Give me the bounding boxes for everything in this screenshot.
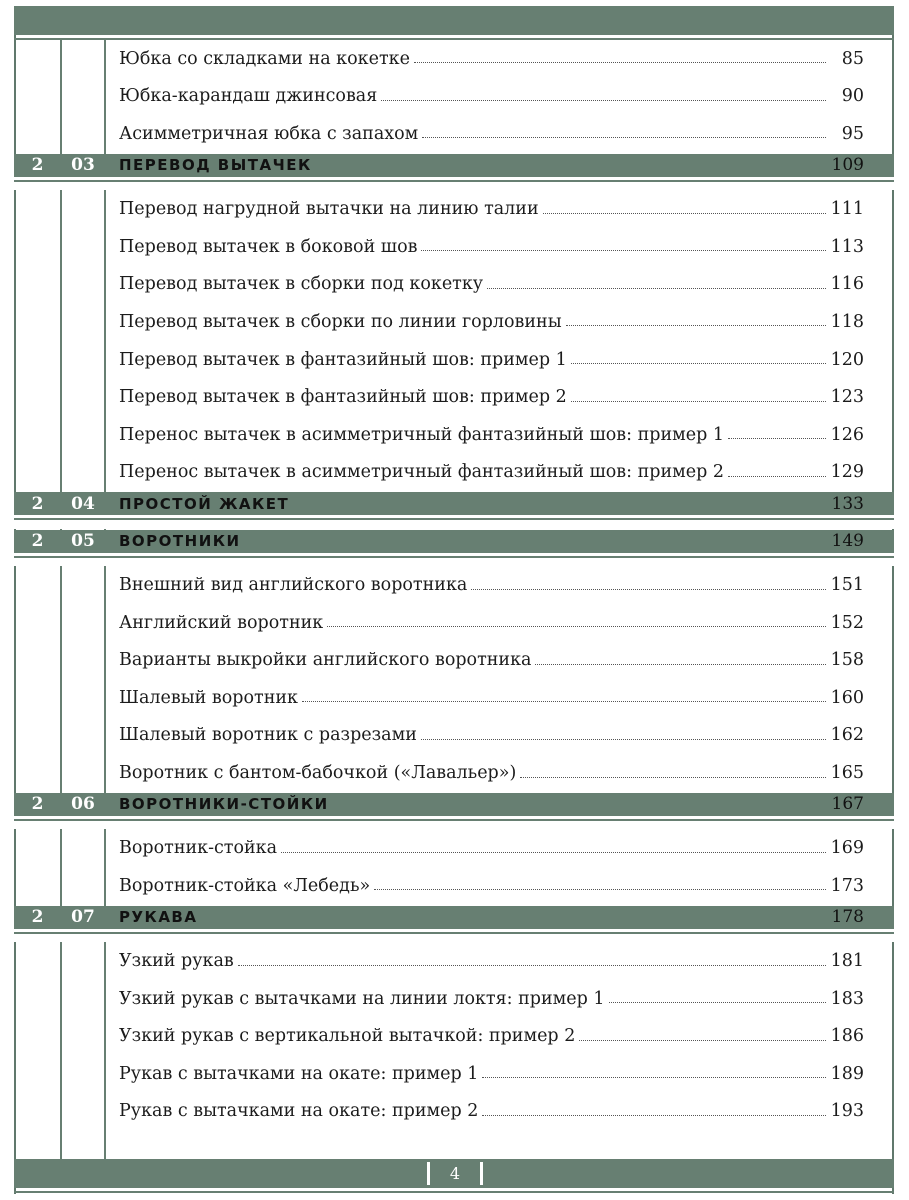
section-rule [14, 819, 894, 821]
section-part: 2 [31, 531, 44, 552]
section-number: 04 [71, 493, 95, 514]
dot-leader [520, 777, 826, 778]
toc-entry-title: Шалевый воротник [119, 688, 302, 708]
toc-entry-title: Варианты выкройки английского воротника [119, 650, 535, 670]
toc-entry [14, 190, 894, 228]
toc-entry [14, 642, 894, 680]
page-number: 4 [449, 1164, 461, 1183]
toc-entry-title-wrap [119, 754, 826, 792]
section-rule [14, 932, 894, 934]
toc-entry-page: 90 [841, 86, 864, 107]
section-title: РУКАВА [119, 908, 198, 927]
section-rule [14, 556, 894, 558]
toc-entry [14, 980, 894, 1018]
toc-entry-page: 183 [830, 988, 864, 1009]
toc-entry-title-wrap [119, 40, 826, 78]
section-number: 06 [71, 794, 95, 815]
toc-entry-page: 123 [830, 387, 864, 408]
toc-entry-title: Воротник-стойка [119, 838, 281, 858]
toc-entry-page: 165 [830, 763, 864, 784]
section-gap [14, 553, 894, 567]
toc-section [14, 491, 894, 529]
toc-entry-title-wrap [119, 1093, 826, 1131]
dot-leader [609, 1002, 826, 1003]
toc-entry [14, 228, 894, 266]
toc-entry-page: 116 [830, 274, 864, 295]
toc-entry-page: 186 [830, 1026, 864, 1047]
toc-entry-page: 151 [830, 575, 864, 596]
toc-entry-title-wrap [119, 78, 826, 116]
toc-entry-title-wrap [119, 829, 826, 867]
toc-entry-page: 189 [830, 1063, 864, 1084]
dot-leader [571, 363, 826, 364]
toc-entry-title-wrap [119, 642, 826, 680]
dot-leader [421, 250, 826, 251]
section-part: 2 [31, 794, 44, 815]
toc-entry-title-wrap [119, 378, 826, 416]
page-number-bracket-left [427, 1162, 430, 1185]
footer-rule [14, 1191, 894, 1193]
toc-entry [14, 679, 894, 717]
toc-entry-page: 95 [841, 123, 864, 144]
toc-entry [14, 829, 894, 867]
header-band [14, 6, 894, 35]
toc-entry-title: Перевод вытачек в фантазийный шов: пример 2 [119, 387, 571, 407]
section-page: 178 [831, 907, 864, 928]
toc-entry-title-wrap [119, 190, 826, 228]
toc-section [14, 905, 894, 943]
toc-entry [14, 416, 894, 454]
section-gap [14, 929, 894, 943]
toc-entry-page: 129 [830, 462, 864, 483]
section-title: ПЕРЕВОД ВЫТАЧЕК [119, 156, 312, 175]
toc-entry-page: 162 [830, 725, 864, 746]
toc-entry-title: Рукав с вытачками на окате: пример 2 [119, 1101, 482, 1121]
toc-entry-title: Английский воротник [119, 613, 327, 633]
dot-leader [566, 325, 826, 326]
toc-entry-title-wrap [119, 679, 826, 717]
toc-entry-title: Рукав с вытачками на окате: пример 1 [119, 1064, 482, 1084]
toc-entry [14, 1017, 894, 1055]
toc-section [14, 153, 894, 191]
page-number-box [425, 1159, 485, 1188]
dot-leader [421, 739, 826, 740]
section-title: ВОРОТНИКИ-СТОЙКИ [119, 795, 329, 814]
toc-entry-title-wrap [119, 942, 826, 980]
toc-entry-page: 120 [830, 349, 864, 370]
toc-entry-title: Перевод вытачек в фантазийный шов: пример 1 [119, 350, 571, 370]
toc-entry-title: Юбка со складками на кокетке [119, 49, 414, 69]
toc-entry-title-wrap [119, 566, 826, 604]
toc-entry-title: Шалевый воротник с разрезами [119, 725, 421, 745]
toc-entry-title: Юбка-карандаш джинсовая [119, 86, 381, 106]
toc-entry-title-wrap [119, 980, 826, 1018]
toc-entry [14, 942, 894, 980]
dot-leader [471, 589, 826, 590]
section-part: 2 [31, 907, 44, 928]
toc-entry [14, 1055, 894, 1093]
toc-entry-title: Перевод вытачек в сборки под кокетку [119, 274, 487, 294]
toc-entry-title: Воротник с бантом-бабочкой («Лавальер») [119, 763, 520, 783]
toc-entry-title-wrap [119, 115, 826, 153]
dot-leader [571, 401, 826, 402]
toc-entry-page: 173 [830, 875, 864, 896]
section-gap [14, 816, 894, 830]
section-page: 109 [831, 155, 864, 176]
dot-leader [543, 213, 826, 214]
toc-entry [14, 378, 894, 416]
toc-entry-page: 126 [830, 424, 864, 445]
toc-entry [14, 1093, 894, 1131]
section-part: 2 [31, 493, 44, 514]
toc-entry [14, 754, 894, 792]
toc-entry-page: 111 [830, 199, 864, 220]
toc-entry-title: Узкий рукав с вертикальной вытачкой: пример 2 [119, 1026, 579, 1046]
toc-entry-title: Узкий рукав [119, 951, 238, 971]
page-number-bracket-right [480, 1162, 483, 1185]
toc-entry-page: 193 [830, 1101, 864, 1122]
dot-leader [414, 62, 826, 63]
toc-entry-title: Перевод нагрудной вытачки на линию талии [119, 199, 543, 219]
toc-entry-title: Перевод вытачек в боковой шов [119, 237, 421, 257]
toc-entry-page: 160 [830, 687, 864, 708]
dot-leader [238, 965, 826, 966]
toc-entry-title-wrap [119, 604, 826, 642]
toc-entry [14, 604, 894, 642]
toc-entry-title: Перевод вытачек в сборки по линии горловины [119, 312, 566, 332]
toc-entry-title-wrap [119, 867, 826, 905]
section-page: 167 [831, 794, 864, 815]
toc-entry-page: 152 [830, 612, 864, 633]
dot-leader [482, 1115, 826, 1116]
toc-entry-title-wrap [119, 717, 826, 755]
dot-leader [579, 1040, 826, 1041]
toc-entry-title-wrap [119, 1017, 826, 1055]
section-gap [14, 177, 894, 191]
toc-entry-title-wrap [119, 266, 826, 304]
toc-entry [14, 40, 894, 78]
toc-list [14, 40, 894, 1130]
toc-entry-title: Асимметричная юбка с запахом [119, 124, 422, 144]
section-page: 149 [831, 531, 864, 552]
section-gap [14, 515, 894, 529]
toc-entry-title: Узкий рукав с вытачками на линии локтя: пример 1 [119, 989, 609, 1009]
dot-leader [374, 889, 826, 890]
toc-entry [14, 867, 894, 905]
toc-entry-page: 158 [830, 650, 864, 671]
section-number: 05 [71, 531, 95, 552]
dot-leader [535, 664, 826, 665]
toc-entry-title-wrap [119, 1055, 826, 1093]
toc-entry [14, 717, 894, 755]
section-number: 03 [71, 155, 95, 176]
section-page: 133 [831, 493, 864, 514]
toc-entry [14, 341, 894, 379]
toc-entry-title: Перенос вытачек в асимметричный фантазийный шов: пример 2 [119, 462, 728, 482]
section-title: ПРОСТОЙ ЖАКЕТ [119, 494, 290, 513]
toc-entry [14, 303, 894, 341]
toc-section [14, 792, 894, 830]
section-number: 07 [71, 907, 95, 928]
toc-entry-page: 113 [830, 236, 864, 257]
toc-entry-page: 169 [830, 838, 864, 859]
toc-entry-page: 85 [841, 48, 864, 69]
toc-entry-page: 181 [830, 951, 864, 972]
toc-section [14, 529, 894, 567]
toc-entry-title-wrap [119, 303, 826, 341]
dot-leader [302, 701, 826, 702]
toc-entry-title: Внешний вид английского воротника [119, 575, 471, 595]
toc-entry-title-wrap [119, 228, 826, 266]
dot-leader [728, 438, 826, 439]
toc-entry-title-wrap [119, 416, 826, 454]
section-rule [14, 518, 894, 520]
toc-entry [14, 566, 894, 604]
toc-entry [14, 78, 894, 116]
toc-entry [14, 115, 894, 153]
toc-entry-title-wrap [119, 454, 826, 492]
toc-entry-title: Воротник-стойка «Лебедь» [119, 876, 374, 896]
toc-entry-title-wrap [119, 341, 826, 379]
section-rule [14, 180, 894, 182]
toc-entry [14, 454, 894, 492]
dot-leader [487, 288, 826, 289]
section-title: ВОРОТНИКИ [119, 532, 241, 551]
toc-entry-title: Перенос вытачек в асимметричный фантазийный шов: пример 1 [119, 425, 728, 445]
toc-entry [14, 266, 894, 304]
dot-leader [422, 137, 826, 138]
dot-leader [728, 476, 826, 477]
dot-leader [327, 626, 826, 627]
dot-leader [482, 1077, 826, 1078]
dot-leader [381, 100, 826, 101]
toc-entry-page: 118 [830, 311, 864, 332]
dot-leader [281, 852, 826, 853]
section-part: 2 [31, 155, 44, 176]
